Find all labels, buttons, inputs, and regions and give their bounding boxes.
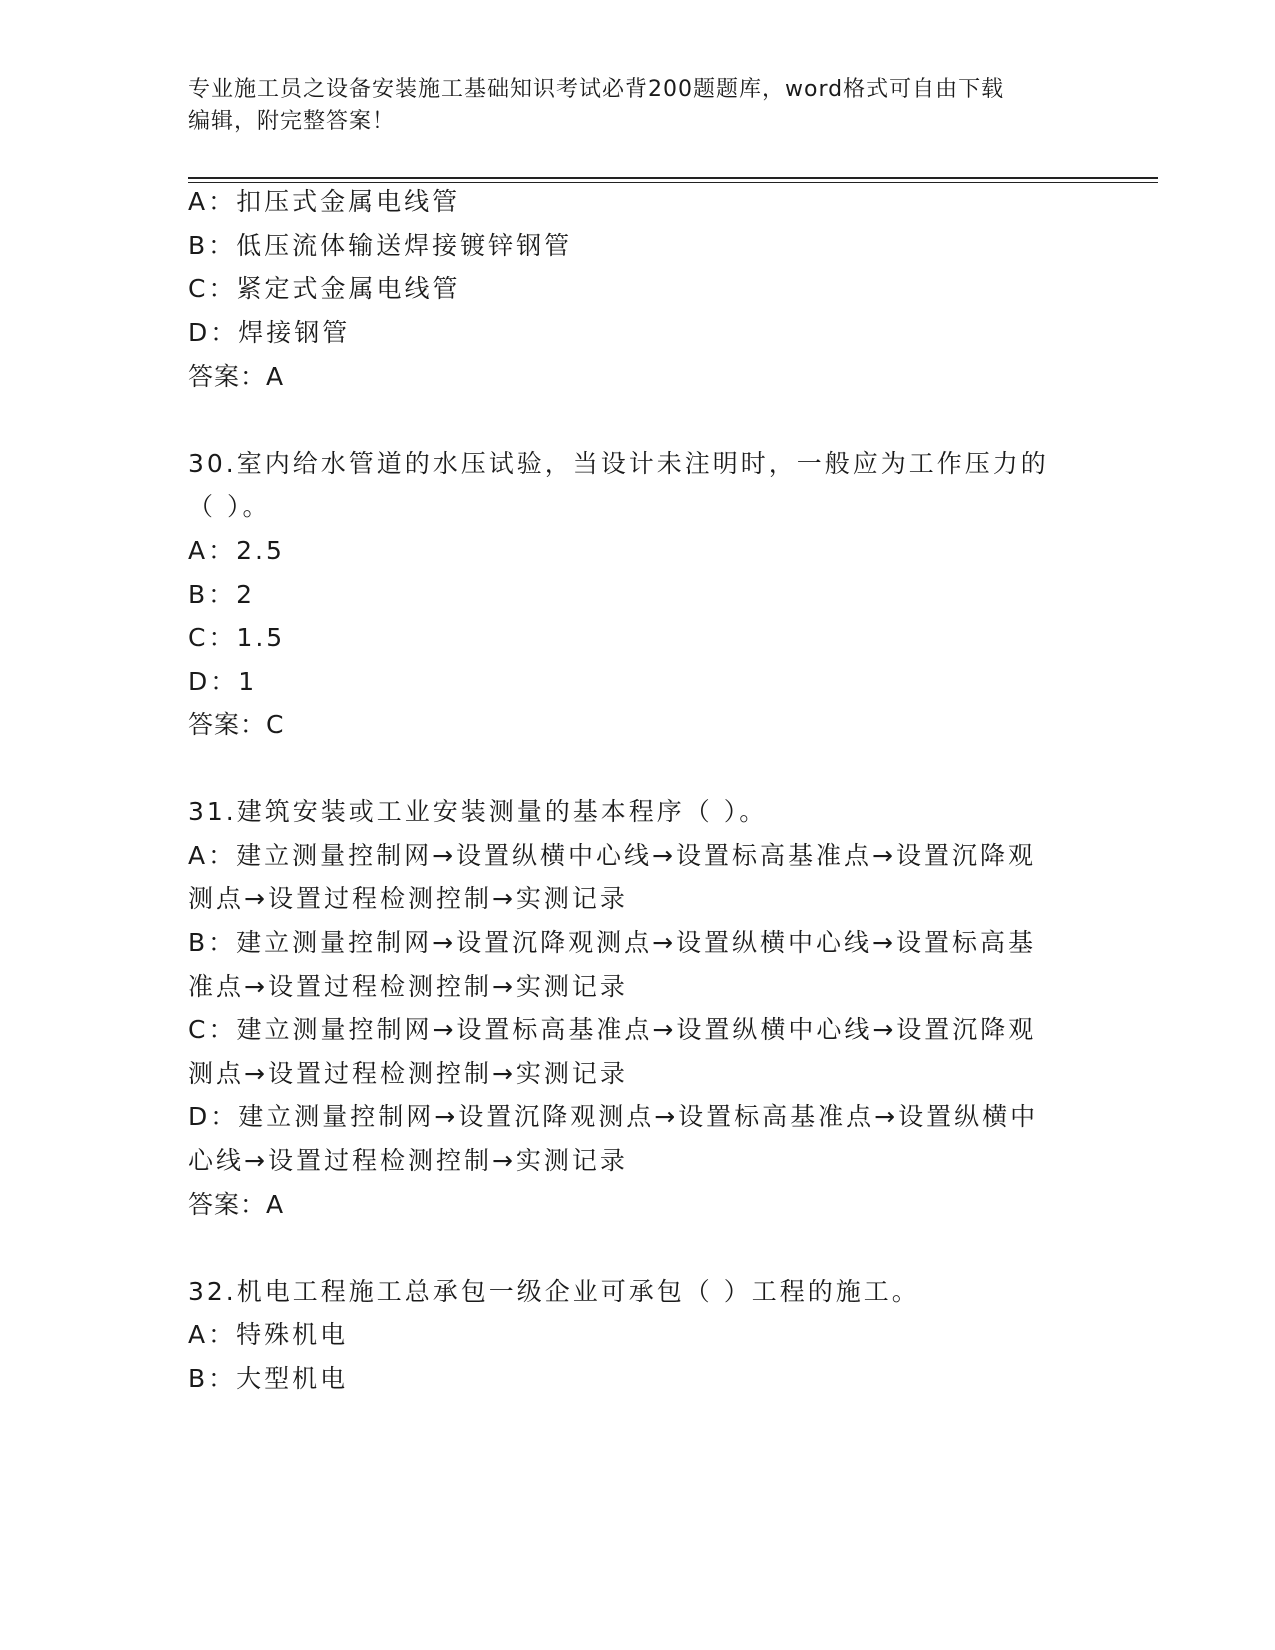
q30-option-a: A：2.5 (188, 536, 285, 565)
q30-answer: 答案：C (188, 710, 285, 739)
header-divider-thick (188, 177, 1158, 179)
q30-question-line1: 30.室内给水管道的水压试验，当设计未注明时，一般应为工作压力的 (188, 449, 1049, 478)
q30-option-c: C：1.5 (188, 623, 286, 652)
q32-option-b: B：大型机电 (188, 1364, 349, 1393)
q31-option-a-line1: A：建立测量控制网→设置纵横中心线→设置标高基准点→设置沉降观 (188, 841, 1036, 870)
q31-option-c-line2: 测点→设置过程检测控制→实测记录 (188, 1059, 628, 1088)
q31-option-d-line1: D：建立测量控制网→设置沉降观测点→设置标高基准点→设置纵横中 (188, 1102, 1039, 1131)
q29-answer: 答案：A (188, 362, 285, 391)
q30-option-d: D：1 (188, 667, 258, 696)
q29-option-b: B：低压流体输送焊接镀锌钢管 (188, 231, 573, 260)
q29-option-d: D：焊接钢管 (188, 318, 351, 347)
header-title-line2: 编辑，附完整答案！ (188, 109, 396, 134)
q31-question: 31.建筑安装或工业安装测量的基本程序（ ）。 (188, 797, 768, 826)
q29-option-c: C：紧定式金属电线管 (188, 274, 461, 303)
q30-option-b: B：2 (188, 580, 256, 609)
q31-option-a-line2: 测点→设置过程检测控制→实测记录 (188, 884, 628, 913)
header-title-line1: 专业施工员之设备安装施工基础知识考试必背200题题库，word格式可自由下载 (188, 77, 1005, 102)
q32-question: 32.机电工程施工总承包一级企业可承包（ ）工程的施工。 (188, 1277, 920, 1306)
document-header (188, 74, 1088, 138)
q30-question-line2: （ ）。 (188, 492, 271, 521)
q31-option-d-line2: 心线→设置过程检测控制→实测记录 (188, 1146, 628, 1175)
q32-option-a: A：特殊机电 (188, 1320, 349, 1349)
header-divider-thin (188, 182, 1158, 183)
q31-option-b-line1: B：建立测量控制网→设置沉降观测点→设置纵横中心线→设置标高基 (188, 928, 1036, 957)
q31-option-c-line1: C：建立测量控制网→设置标高基准点→设置纵横中心线→设置沉降观 (188, 1015, 1037, 1044)
q29-option-a: A：扣压式金属电线管 (188, 187, 461, 216)
q31-option-b-line2: 准点→设置过程检测控制→实测记录 (188, 972, 628, 1001)
q31-answer: 答案：A (188, 1190, 285, 1219)
